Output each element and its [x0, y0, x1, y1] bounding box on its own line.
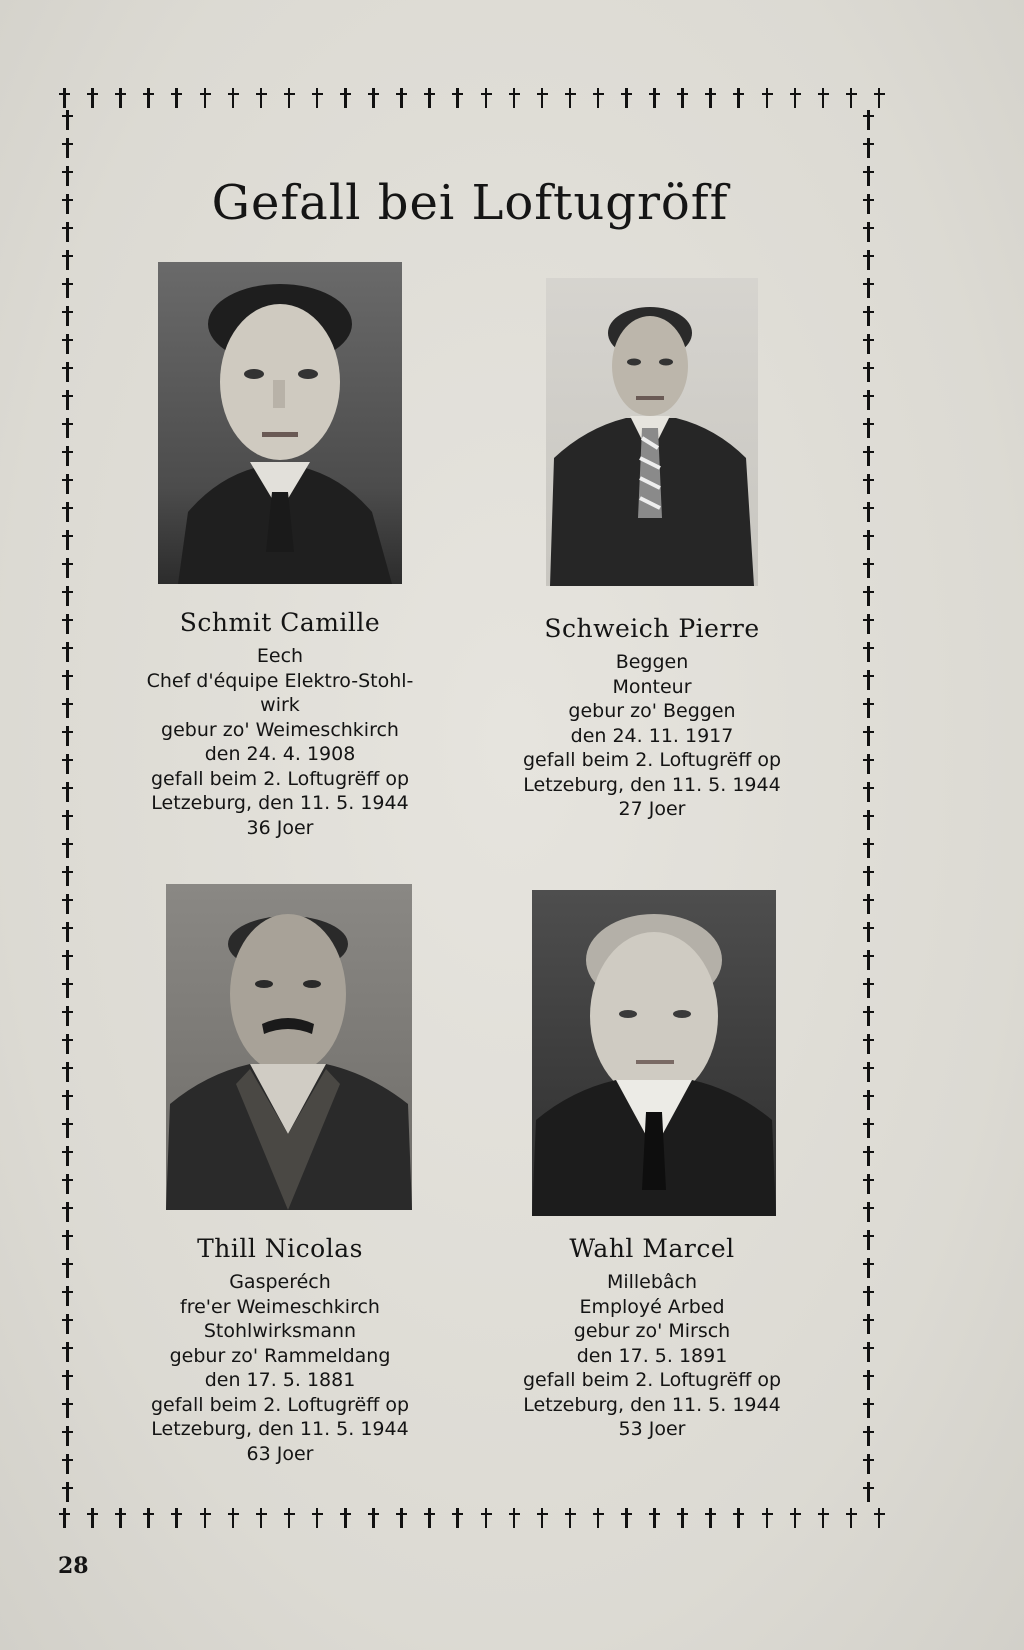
cross-icon	[61, 922, 73, 942]
cross-icon	[283, 1508, 295, 1528]
page-number: 28	[58, 1553, 89, 1579]
cross-icon	[61, 1286, 73, 1306]
person-name: Schmit Camille	[179, 608, 381, 637]
entry-line: Stohlwirksmann	[203, 1320, 357, 1342]
cross-icon	[423, 88, 435, 108]
cross-icon	[862, 530, 874, 550]
person-name: Wahl Marcel	[569, 1234, 735, 1263]
cross-icon	[61, 1398, 73, 1418]
cross-icon	[862, 670, 874, 690]
cross-icon	[61, 1258, 73, 1278]
cross-icon	[395, 1508, 407, 1528]
cross-icon	[862, 306, 874, 326]
cross-icon	[283, 88, 295, 108]
cross-icon	[862, 1482, 874, 1502]
cross-icon	[862, 1006, 874, 1026]
cross-icon	[676, 88, 688, 108]
cross-icon	[761, 1508, 773, 1528]
cross-icon	[862, 1426, 874, 1446]
cross-icon	[61, 278, 73, 298]
cross-icon	[61, 838, 73, 858]
cross-icon	[862, 110, 874, 130]
cross-icon	[564, 1508, 576, 1528]
cross-icon	[170, 1508, 182, 1528]
cross-icon	[61, 1174, 73, 1194]
cross-icon	[61, 1202, 73, 1222]
person-name: Schweich Pierre	[544, 614, 760, 643]
entry-line: gefall beim 2. Loftugrëff op	[150, 1393, 410, 1416]
entry-line: Gasperéch	[229, 1271, 331, 1293]
entry-line: gefall beim 2. Loftugrëff op	[522, 749, 782, 771]
cross-icon	[227, 1508, 239, 1528]
cross-icon	[61, 250, 73, 270]
cross-icon	[862, 446, 874, 466]
cross-border-bottom	[58, 1502, 878, 1536]
cross-icon	[862, 1118, 874, 1138]
cross-icon	[862, 1090, 874, 1110]
cross-icon	[255, 1508, 267, 1528]
cross-icon	[61, 1230, 73, 1250]
entry-line: wirk	[260, 694, 300, 716]
entry-line: gebur zo' Rammeldang	[169, 1344, 391, 1367]
cross-icon	[61, 1454, 73, 1474]
entry-line: gebur zo' Beggen	[568, 700, 736, 722]
cross-icon	[61, 1482, 73, 1502]
cross-icon	[61, 530, 73, 550]
cross-icon	[862, 390, 874, 410]
cross-icon	[536, 88, 548, 108]
cross-icon	[395, 88, 407, 108]
cross-icon	[61, 978, 73, 998]
cross-icon	[789, 88, 801, 108]
entry-line: Chef d'équipe Elektro-Stohl-	[146, 669, 414, 692]
cross-icon	[862, 698, 874, 718]
cross-icon	[114, 1508, 126, 1528]
cross-icon	[61, 642, 73, 662]
cross-icon	[61, 1090, 73, 1110]
cross-icon	[732, 88, 744, 108]
cross-icon	[862, 586, 874, 606]
entry-line: Letzeburg, den 11. 5. 1944	[151, 792, 409, 814]
cross-icon	[423, 1508, 435, 1528]
cross-border-left	[55, 110, 79, 1505]
cross-icon	[61, 698, 73, 718]
cross-icon	[311, 1508, 323, 1528]
cross-icon	[255, 88, 267, 108]
cross-icon	[862, 1342, 874, 1362]
cross-icon	[862, 138, 874, 158]
cross-icon	[862, 334, 874, 354]
cross-icon	[199, 88, 211, 108]
cross-icon	[676, 1508, 688, 1528]
entry-line: 63 Joer	[246, 1442, 314, 1465]
cross-icon	[86, 88, 98, 108]
cross-icon	[862, 558, 874, 578]
cross-icon	[873, 1508, 885, 1528]
cross-icon	[862, 1454, 874, 1474]
cross-icon	[862, 782, 874, 802]
cross-icon	[142, 88, 154, 108]
entry-line: Beggen	[615, 651, 689, 673]
cross-icon	[564, 88, 576, 108]
cross-icon	[862, 950, 874, 970]
cross-icon	[61, 502, 73, 522]
cross-icon	[862, 1398, 874, 1418]
portrait-photo-thill	[166, 884, 412, 1210]
cross-icon	[862, 278, 874, 298]
entry-line: gebur zo' Weimeschkirch	[161, 718, 399, 741]
cross-icon	[862, 474, 874, 494]
cross-icon	[61, 306, 73, 326]
cross-icon	[862, 1202, 874, 1222]
cross-icon	[61, 810, 73, 830]
portrait-photo-schmit	[158, 262, 402, 584]
cross-icon	[862, 1258, 874, 1278]
cross-icon	[61, 614, 73, 634]
cross-border-top	[58, 82, 878, 116]
entry-line: fre'er Weimeschkirch	[180, 1295, 380, 1318]
cross-icon	[61, 362, 73, 382]
cross-icon	[862, 362, 874, 382]
entry-line: Letzeburg, den 11. 5. 1944	[151, 1418, 409, 1440]
cross-icon	[845, 88, 857, 108]
entry-line: Millebâch	[606, 1271, 698, 1293]
cross-icon	[862, 250, 874, 270]
cross-icon	[61, 110, 73, 130]
cross-icon	[61, 1370, 73, 1390]
entry-line: 53 Joer	[618, 1418, 686, 1440]
entry-line: den 17. 5. 1881	[204, 1369, 356, 1391]
cross-icon	[862, 1062, 874, 1082]
cross-icon	[862, 1146, 874, 1166]
entry-line: Letzeburg, den 11. 5. 1944	[523, 1393, 781, 1416]
memorial-entry-3	[120, 1234, 440, 1466]
page-title: Gefall bei Loftugröff	[211, 175, 729, 231]
cross-icon	[592, 1508, 604, 1528]
cross-icon	[862, 1370, 874, 1390]
cross-icon	[61, 782, 73, 802]
cross-icon	[61, 474, 73, 494]
portrait-photo-wahl	[532, 890, 776, 1216]
cross-icon	[862, 614, 874, 634]
cross-icon	[862, 1286, 874, 1306]
cross-icon	[648, 1508, 660, 1528]
person-name: Thill Nicolas	[197, 1234, 363, 1263]
cross-icon	[862, 978, 874, 998]
cross-icon	[170, 88, 182, 108]
cross-icon	[817, 1508, 829, 1528]
cross-icon	[451, 88, 463, 108]
cross-icon	[61, 418, 73, 438]
cross-icon	[61, 390, 73, 410]
cross-icon	[789, 1508, 801, 1528]
cross-icon	[227, 88, 239, 108]
entry-line: 36 Joer	[246, 816, 314, 839]
cross-icon	[508, 1508, 520, 1528]
memorial-entry-2	[492, 614, 812, 822]
memorial-entry-1	[120, 608, 440, 840]
cross-icon	[61, 670, 73, 690]
cross-icon	[58, 1508, 70, 1528]
memorial-entry-4	[492, 1234, 812, 1442]
cross-icon	[61, 950, 73, 970]
cross-icon	[508, 88, 520, 108]
cross-icon	[61, 558, 73, 578]
cross-icon	[311, 88, 323, 108]
cross-icon	[536, 1508, 548, 1528]
cross-icon	[61, 1034, 73, 1054]
cross-icon	[862, 418, 874, 438]
cross-icon	[61, 1118, 73, 1138]
cross-icon	[862, 642, 874, 662]
entry-line: den 24. 11. 1917	[570, 724, 734, 747]
cross-icon	[142, 1508, 154, 1528]
cross-icon	[648, 88, 660, 108]
cross-icon	[704, 88, 716, 108]
entry-line: den 24. 4. 1908	[204, 743, 356, 765]
cross-icon	[704, 1508, 716, 1528]
cross-icon	[61, 1062, 73, 1082]
cross-icon	[61, 334, 73, 354]
entry-line: Letzeburg, den 11. 5. 1944	[523, 773, 781, 796]
cross-icon	[86, 1508, 98, 1528]
cross-icon	[61, 1342, 73, 1362]
cross-icon	[339, 1508, 351, 1528]
cross-icon	[61, 586, 73, 606]
cross-icon	[480, 1508, 492, 1528]
cross-icon	[61, 866, 73, 886]
entry-line: Monteur	[612, 675, 692, 698]
cross-icon	[862, 1174, 874, 1194]
portrait-photo-schweich	[546, 278, 758, 586]
cross-icon	[845, 1508, 857, 1528]
cross-icon	[61, 446, 73, 466]
cross-icon	[862, 1230, 874, 1250]
entry-line: gefall beim 2. Loftugrëff op	[150, 767, 410, 790]
cross-icon	[480, 88, 492, 108]
cross-icon	[620, 1508, 632, 1528]
cross-icon	[732, 1508, 744, 1528]
entry-line: den 17. 5. 1891	[576, 1344, 728, 1367]
entry-line: 27 Joer	[618, 798, 686, 820]
cross-icon	[367, 88, 379, 108]
cross-icon	[761, 88, 773, 108]
cross-icon	[862, 726, 874, 746]
cross-icon	[862, 922, 874, 942]
entry-line: Eech	[256, 645, 304, 667]
cross-icon	[862, 810, 874, 830]
cross-icon	[817, 88, 829, 108]
cross-icon	[862, 838, 874, 858]
cross-icon	[862, 502, 874, 522]
cross-icon	[862, 866, 874, 886]
entry-line: Employé Arbed	[579, 1295, 725, 1318]
cross-icon	[61, 1146, 73, 1166]
cross-icon	[862, 754, 874, 774]
cross-border-right	[856, 110, 880, 1505]
cross-icon	[61, 894, 73, 914]
cross-icon	[61, 754, 73, 774]
cross-icon	[61, 138, 73, 158]
cross-icon	[367, 1508, 379, 1528]
cross-icon	[862, 1314, 874, 1334]
cross-icon	[61, 1006, 73, 1026]
cross-icon	[199, 1508, 211, 1528]
entry-line: gebur zo' Mirsch	[573, 1320, 731, 1342]
cross-icon	[451, 1508, 463, 1528]
cross-icon	[620, 88, 632, 108]
cross-icon	[114, 88, 126, 108]
cross-icon	[592, 88, 604, 108]
cross-icon	[61, 1314, 73, 1334]
cross-icon	[58, 88, 70, 108]
cross-icon	[61, 726, 73, 746]
cross-icon	[873, 88, 885, 108]
entry-line: gefall beim 2. Loftugrëff op	[522, 1369, 782, 1391]
cross-icon	[61, 1426, 73, 1446]
cross-icon	[862, 894, 874, 914]
cross-icon	[339, 88, 351, 108]
cross-icon	[862, 1034, 874, 1054]
